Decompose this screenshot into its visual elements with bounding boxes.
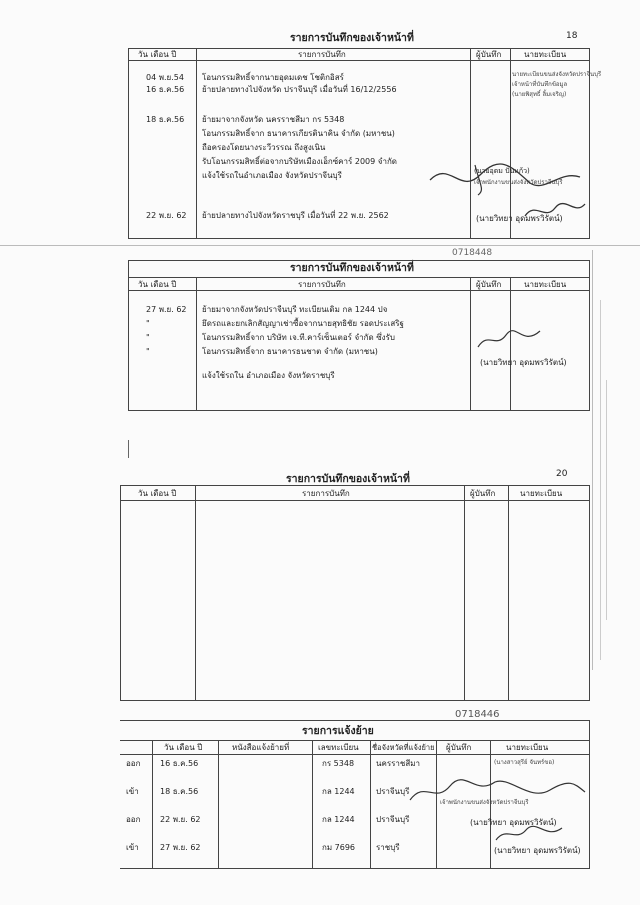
- column-line: [120, 485, 121, 700]
- header-entry: รายการบันทึก: [298, 280, 346, 289]
- section-2-title: รายการบันทึกของเจ้าหน้าที่: [290, 262, 414, 274]
- column-line: [589, 260, 590, 410]
- header-underline: [128, 60, 590, 61]
- column-line: [508, 485, 509, 700]
- row-plate: กล 1244: [322, 787, 355, 796]
- header-date: วัน เดือน ปี: [138, 50, 177, 59]
- signature-text: (นายอุดม ปั่นแก้ว): [474, 167, 530, 175]
- row-type: ออก: [126, 759, 141, 768]
- header-entry: รายการบันทึก: [298, 50, 346, 59]
- table-border-top: [128, 48, 590, 49]
- header-registrar: นายทะเบียน: [520, 489, 563, 498]
- column-line: [470, 48, 471, 238]
- header-registrar: นายทะเบียน: [524, 280, 567, 289]
- serial-number: 0718448: [452, 248, 493, 258]
- row-province: ราชบุรี: [376, 843, 400, 852]
- header-underline: [120, 500, 590, 501]
- header-underline: [128, 277, 590, 278]
- table-border-bottom: [120, 868, 590, 869]
- page-number: 20: [556, 469, 568, 479]
- row-text: ยึดรถและยกเลิกสัญญาเช่าซื้อจากนายสุทธิชัย รอดประเสริฐ: [202, 319, 404, 328]
- row-date: 18 ธ.ค.56: [146, 115, 185, 124]
- header-recorder: ผู้บันทึก: [446, 743, 472, 752]
- handwritten-signature: [420, 155, 590, 200]
- signature-text: (นายวิทยา อุดมพรวิรัตน์): [476, 214, 563, 223]
- row-text: แจ้งใช้รถในอำเภอเมือง จังหวัดปราจีนบุรี: [202, 171, 342, 180]
- scan-line: [0, 245, 640, 246]
- table-border-top: [120, 485, 590, 486]
- row-plate: กม 7696: [322, 843, 356, 852]
- official-stamp: เจ้าพนักงานขนส่งจังหวัดปราจีนบุรี: [440, 799, 529, 806]
- table-border-top: [120, 720, 590, 721]
- row-text: โอนกรรมสิทธิ์จาก ธนาคารธนชาต จำกัด (มหาชน): [202, 347, 378, 356]
- header-underline: [120, 754, 590, 755]
- handwritten-signature: [490, 822, 570, 846]
- section-4-title: รายการแจ้งย้าย: [302, 725, 374, 737]
- row-plate: กร 5348: [322, 759, 355, 768]
- signature-text: (นายวิทยา อุดมพรวิรัตน์): [480, 358, 567, 367]
- row-date: ": [146, 333, 150, 342]
- header-recorder: ผู้บันทึก: [476, 50, 502, 59]
- handwritten-signature: [470, 325, 550, 355]
- row-text: ย้ายปลายทางไปจังหวัดราชบุรี เมื่อวันที่ 22 พ.ย. 2562: [202, 211, 389, 220]
- header-date: วัน เดือน ปี: [138, 280, 177, 289]
- header-date: วัน เดือน ปี: [138, 489, 177, 498]
- row-date: 16 ธ.ค.56: [160, 759, 199, 768]
- row-text: ย้ายปลายทางไปจังหวัด ปราจีนบุรี เมื่อวันที่ 16/12/2556: [202, 85, 397, 94]
- serial-number: 0718446: [455, 709, 500, 720]
- row-type: เข้า: [126, 843, 139, 852]
- row-province: ปราจีนบุรี: [376, 815, 410, 824]
- row-text: ย้ายมาจากจังหวัด นครราชสีมา กร 5348: [202, 115, 345, 124]
- signature-text: (นายวิทยา อุดมพรวิรัตน์): [470, 818, 557, 827]
- row-date: ": [146, 347, 150, 356]
- header-recorder: ผู้บันทึก: [476, 280, 502, 289]
- column-line: [152, 740, 153, 868]
- header-registrar: นายทะเบียน: [506, 743, 549, 752]
- column-line: [370, 740, 371, 868]
- official-stamp: (นางสาวสุรีย์ จันทร์ขอ): [494, 759, 555, 766]
- signature-text: (นายวิทยา อุดมพรวิรัตน์): [494, 846, 581, 855]
- column-line: [464, 485, 465, 700]
- row-date: 04 พ.ย.54: [146, 73, 184, 82]
- row-type: เข้า: [126, 787, 139, 796]
- column-line: [218, 740, 219, 868]
- row-text: โอนกรรมสิทธิ์จากนายอุดมเดช โชติกอิสร์: [202, 73, 344, 82]
- row-text: รับโอนกรรมสิทธิ์ต่อจากบริษัทเมืองเอ็กซ์คาร์ 2009 จำกัด: [202, 157, 397, 166]
- column-line: [195, 485, 196, 700]
- section-1-title: รายการบันทึกของเจ้าหน้าที่: [290, 32, 414, 44]
- row-text: โอนกรรมสิทธิ์จาก บริษัท เจ.ที.คาร์เซ็นเตอร์ จำกัด ซึ่งรับ: [202, 333, 395, 342]
- scan-noise: [606, 380, 607, 620]
- row-date: 27 พ.ย. 62: [160, 843, 201, 852]
- handwritten-signature: [400, 772, 590, 812]
- row-text: ถือครองโดยนางระวีวรรณ ถึงสูงเนิน: [202, 143, 326, 152]
- row-text: ย้ายมาจากจังหวัดปราจีนบุรี ทะเบียนเดิม กล 1244 ปจ: [202, 305, 388, 314]
- header-registrar: นายทะเบียน: [524, 50, 567, 59]
- column-line: [128, 260, 129, 410]
- scan-noise: [600, 300, 601, 660]
- row-type: ออก: [126, 815, 141, 824]
- row-date: ": [146, 319, 150, 328]
- table-border-top: [128, 260, 590, 261]
- column-line: [196, 48, 197, 238]
- header-plate: เลขทะเบียน: [318, 743, 359, 752]
- header-recorder: ผู้บันทึก: [470, 489, 496, 498]
- column-line: [196, 277, 197, 410]
- official-stamp: นายทะเบียนขนส่งจังหวัดปราจีนบุรี: [512, 71, 602, 78]
- official-stamp: เจ้าพนักงานขนส่งจังหวัดปราจีนบุรี: [474, 179, 563, 186]
- row-plate: กล 1244: [322, 815, 355, 824]
- header-province: ชื่อจังหวัดที่แจ้งย้าย: [372, 743, 435, 752]
- column-line: [510, 48, 511, 238]
- official-stamp: เจ้าหน้าที่บันทึกข้อมูล: [512, 81, 568, 88]
- scan-noise: [592, 250, 593, 670]
- table-border-bottom: [128, 410, 590, 411]
- row-text: แจ้งใช้รถใน อำเภอเมือง จังหวัดราชบุรี: [202, 371, 335, 380]
- row-date: 22 พ.ย. 62: [160, 815, 201, 824]
- column-line: [589, 485, 590, 700]
- handwritten-signature: [520, 196, 590, 226]
- row-date: 18 ธ.ค.56: [160, 787, 199, 796]
- row-text: โอนกรรมสิทธิ์จาก ธนาคารเกียรตินาคิน จำกัด (มหาชน): [202, 129, 395, 138]
- table-border-bottom: [128, 238, 590, 239]
- header-entry: รายการบันทึก: [302, 489, 350, 498]
- row-province: ปราจีนบุรี: [376, 787, 410, 796]
- header-letter: หนังสือแจ้งย้ายที่: [232, 743, 290, 752]
- column-line: [312, 740, 313, 868]
- table-border-bottom: [120, 700, 590, 701]
- official-stamp: (นายพิสุทธิ์ ลิ้มเจริญ): [512, 91, 567, 98]
- section-3-title: รายการบันทึกของเจ้าหน้าที่: [286, 473, 410, 485]
- row-date: 27 พ.ย. 62: [146, 305, 187, 314]
- row-province: นครราชสีมา: [376, 759, 420, 768]
- scan-noise: [128, 440, 129, 458]
- row-date: 16 ธ.ค.56: [146, 85, 185, 94]
- column-line: [128, 48, 129, 238]
- header-underline: [120, 740, 590, 741]
- header-underline: [128, 290, 590, 291]
- row-date: 22 พ.ย. 62: [146, 211, 187, 220]
- header-date: วัน เดือน ปี: [164, 743, 203, 752]
- page-number: 18: [566, 31, 578, 41]
